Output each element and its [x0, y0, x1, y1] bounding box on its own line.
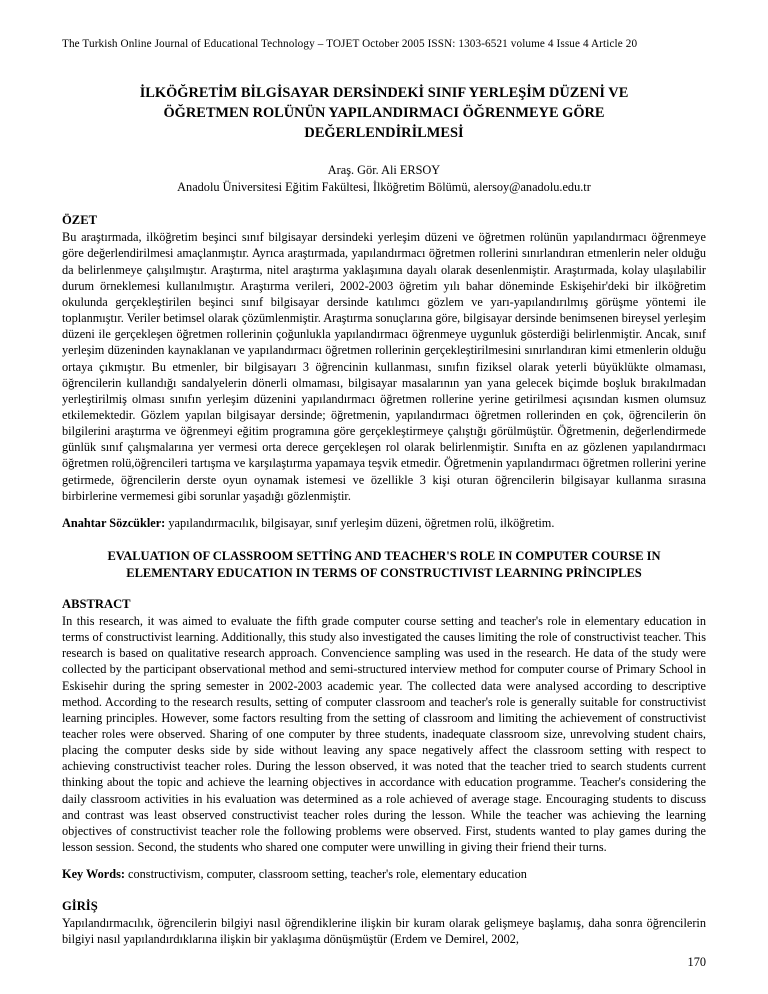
abstract-en-text: In this research, it was aimed to evaluate the fifth grade computer course setting and teacher's role in elementary education in terms of constructivist learning. Additionally, this study also investigated the causes limiting the role of constructivist teacher. This research is based on qualitative research approach. Convencience sampling was used in the research. He data of the study were collected by the participant observational method and semi-structured interview method for computer course of Primary School in Eskisehir during the spring semester in 2002-2003 academic year. The collected data were analysed according to descriptive method. According to the research results, setting of computer classroom and teacher's role is generally suitable for constructivist learning principles. However, some factors resulting from the setting of classroom and limiting the achievement of constructivist teacher roles were observed. Sharing of one computer by three students, inadequate classroom size, unrevolving student chairs, placing the computer desks side by side without leaving any space negatively affect the classroom setting with respect to achieving constructivist teacher roles. During the lesson observed, it was noted that the teacher tried to search students current thinking about the topic and achieve the learning objectives in accordance with education programme. Teacher's considering the daily classroom activities in his evaluation was determined as a role achieved of average stage. Encouraging students to discuss and contrast was least observed constructivist teacher roles during the lesson. While the teacher was achieving the learning objectives of constructivist teacher role the following problems were observed. First, students wanted to play games during the lesson session. Second, the students who shared one computer were unwilling in giving their friend their turns. — [62, 613, 706, 855]
keywords-tr-label: Anahtar Sözcükler: — [62, 515, 166, 530]
page-number: 170 — [687, 955, 706, 969]
page-title: İLKÖĞRETİM BİLGİSAYAR DERSİNDEKİ SINIF YERLEŞİM DÜZENİ VE ÖĞRETMEN ROLÜNÜN YAPILANDIRMACI ÖĞRENMEYE GÖRE DEĞERLENDİRİLMESİ — [139, 85, 629, 141]
author-affiliation: Anadolu Üniversitesi Eğitim Fakültesi, İlköğretim Bölümü, alersoy@anadolu.edu.tr — [177, 180, 591, 195]
introduction-heading: GİRİŞ — [62, 899, 98, 914]
abstract-en-heading: ABSTRACT — [62, 596, 131, 611]
running-head: The Turkish Online Journal of Educational Technology – TOJET October 2005 ISSN: 1303-6521 volume 4 Issue 4 Article 20 — [62, 38, 638, 50]
keywords-en — [62, 867, 706, 883]
keywords-tr-value: yapılandırmacılık, bilgisayar, sınıf yerleşim düzeni, öğretmen rolü, ilköğretim. — [165, 515, 555, 530]
author-block — [62, 162, 706, 198]
abstract-tr-text: Bu araştırmada, ilköğretim beşinci sınıf bilgisayar dersindeki yerleşim düzeni ve öğretmen rolünün yapılandırmacı öğrenmeye göre değerlendirilmesi amaçlanmıştır. Ayrıca araştırmada, yapılandırmacı öğretmen rollerini sınırlandıran etmenlerin neler olduğu da belirlenmeye çalışılmıştır. Araştırma, nitel araştırma yaklaşımına dayalı olarak desenlenmiştir. Araştırmada, kolay ulaşılabilir durum örneklemesi kullanılmıştır. Araştırma verileri, 2002-2003 öğretim yılı bahar döneminde Eskişehir'deki bir ilköğretim okulunda gerçekleştirilen beşinci sınıf bilgisayar dersinde katılımcı gözlem ve yarı-yapılandırılmış görüşme yöntemi ile toplanmıştır. Veriler betimsel olarak çözümlenmiştir. Araştırma sonuçlarına göre, bilgisayar dersinde benimsenen bireysel yerleşim düzeni ile gerçekleşen öğretmen rollerinin çoğunlukla yapılandırmacı öğrenmeye uygunluk gösterdiği belirlenmiştir. Ancak, sınıf yerleşim düzeninden kaynaklanan ve yapılandırmacı öğretmen rollerinin gerçekleştirilmesini sınırlandıran kimi etmenlerin olduğu ortaya çıkmıştır. Bu etmenler, bir bilgisayarı 3 öğrencinin kullanması, sınıfın fiziksel olarak yeterli büyüklükte olmaması, öğrencilerin kullandığı sandalyelerin dönerli olmaması, bilgisayar masalarının yan yana gelecek biçimde boşluk bırakılmadan yerleştirilmiş olması sınıfın yerleşim düzenini yapılandırmacı öğretmen rollerine yerine getirilmesi açısından kısmen olumsuz etkilemektedir. Gözlem yapılan bilgisayar dersinde; öğretmenin, yapılandırmacı öğretmen rollerinden en çok, öğrencilerin ön bilgilerini araştırma ve öğrenmeyi eğitim programına göre gerçekleştirmeye çalıştığı görülmüştür. Öğretmenin, değerlendirmede günlük sınıf çalışmalarına yer vermesi orta derece gerçekleşen rol olarak belirlenmiştir. Sınıfta en az gözlenen yapılandırmacı öğretmen rolü,öğrencileri tartışma ve karşılaştırma yapamaya teşvik etmedir. Öğretmenin yapılandırmacı öğretmen rollerini yerine getirmede, öğrencilerin derste oyun oynamak istemesi ve özellikle 3 kişi oturan öğrencilerin bilgisayar kullanma sırasına birbirlerine vermemesi gibi sorunlar yaşadığı gözlenmiştir. — [62, 230, 706, 503]
keywords-tr — [62, 516, 706, 532]
keywords-en-label: Key Words: — [62, 867, 125, 882]
abstract-tr-heading: ÖZET — [62, 213, 97, 228]
page-title-english: EVALUATION OF CLASSROOM SETTİNG AND TEACHER'S ROLE IN COMPUTER COURSE IN ELEMENTARY EDUCATION IN TERMS OF CONSTRUCTIVIST LEARNING PRİNCIPLES — [107, 548, 661, 581]
keywords-en-value: constructivism, computer, classroom setting, teacher's role, elementary education — [124, 867, 527, 882]
author-name: Araş. Gör. Ali ERSOY — [327, 162, 441, 177]
introduction-text: Yapılandırmacılık, öğrencilerin bilgiyi nasıl öğrendiklerine ilişkin bir kuram olarak gelişmeye başlamış, daha sonra öğrencilerin bilgiyi nasıl yapılandırdıklarına ilişkin bir yaklaşıma dönüşmüştür (Erdem ve Demirel, 2002, — [62, 916, 706, 947]
